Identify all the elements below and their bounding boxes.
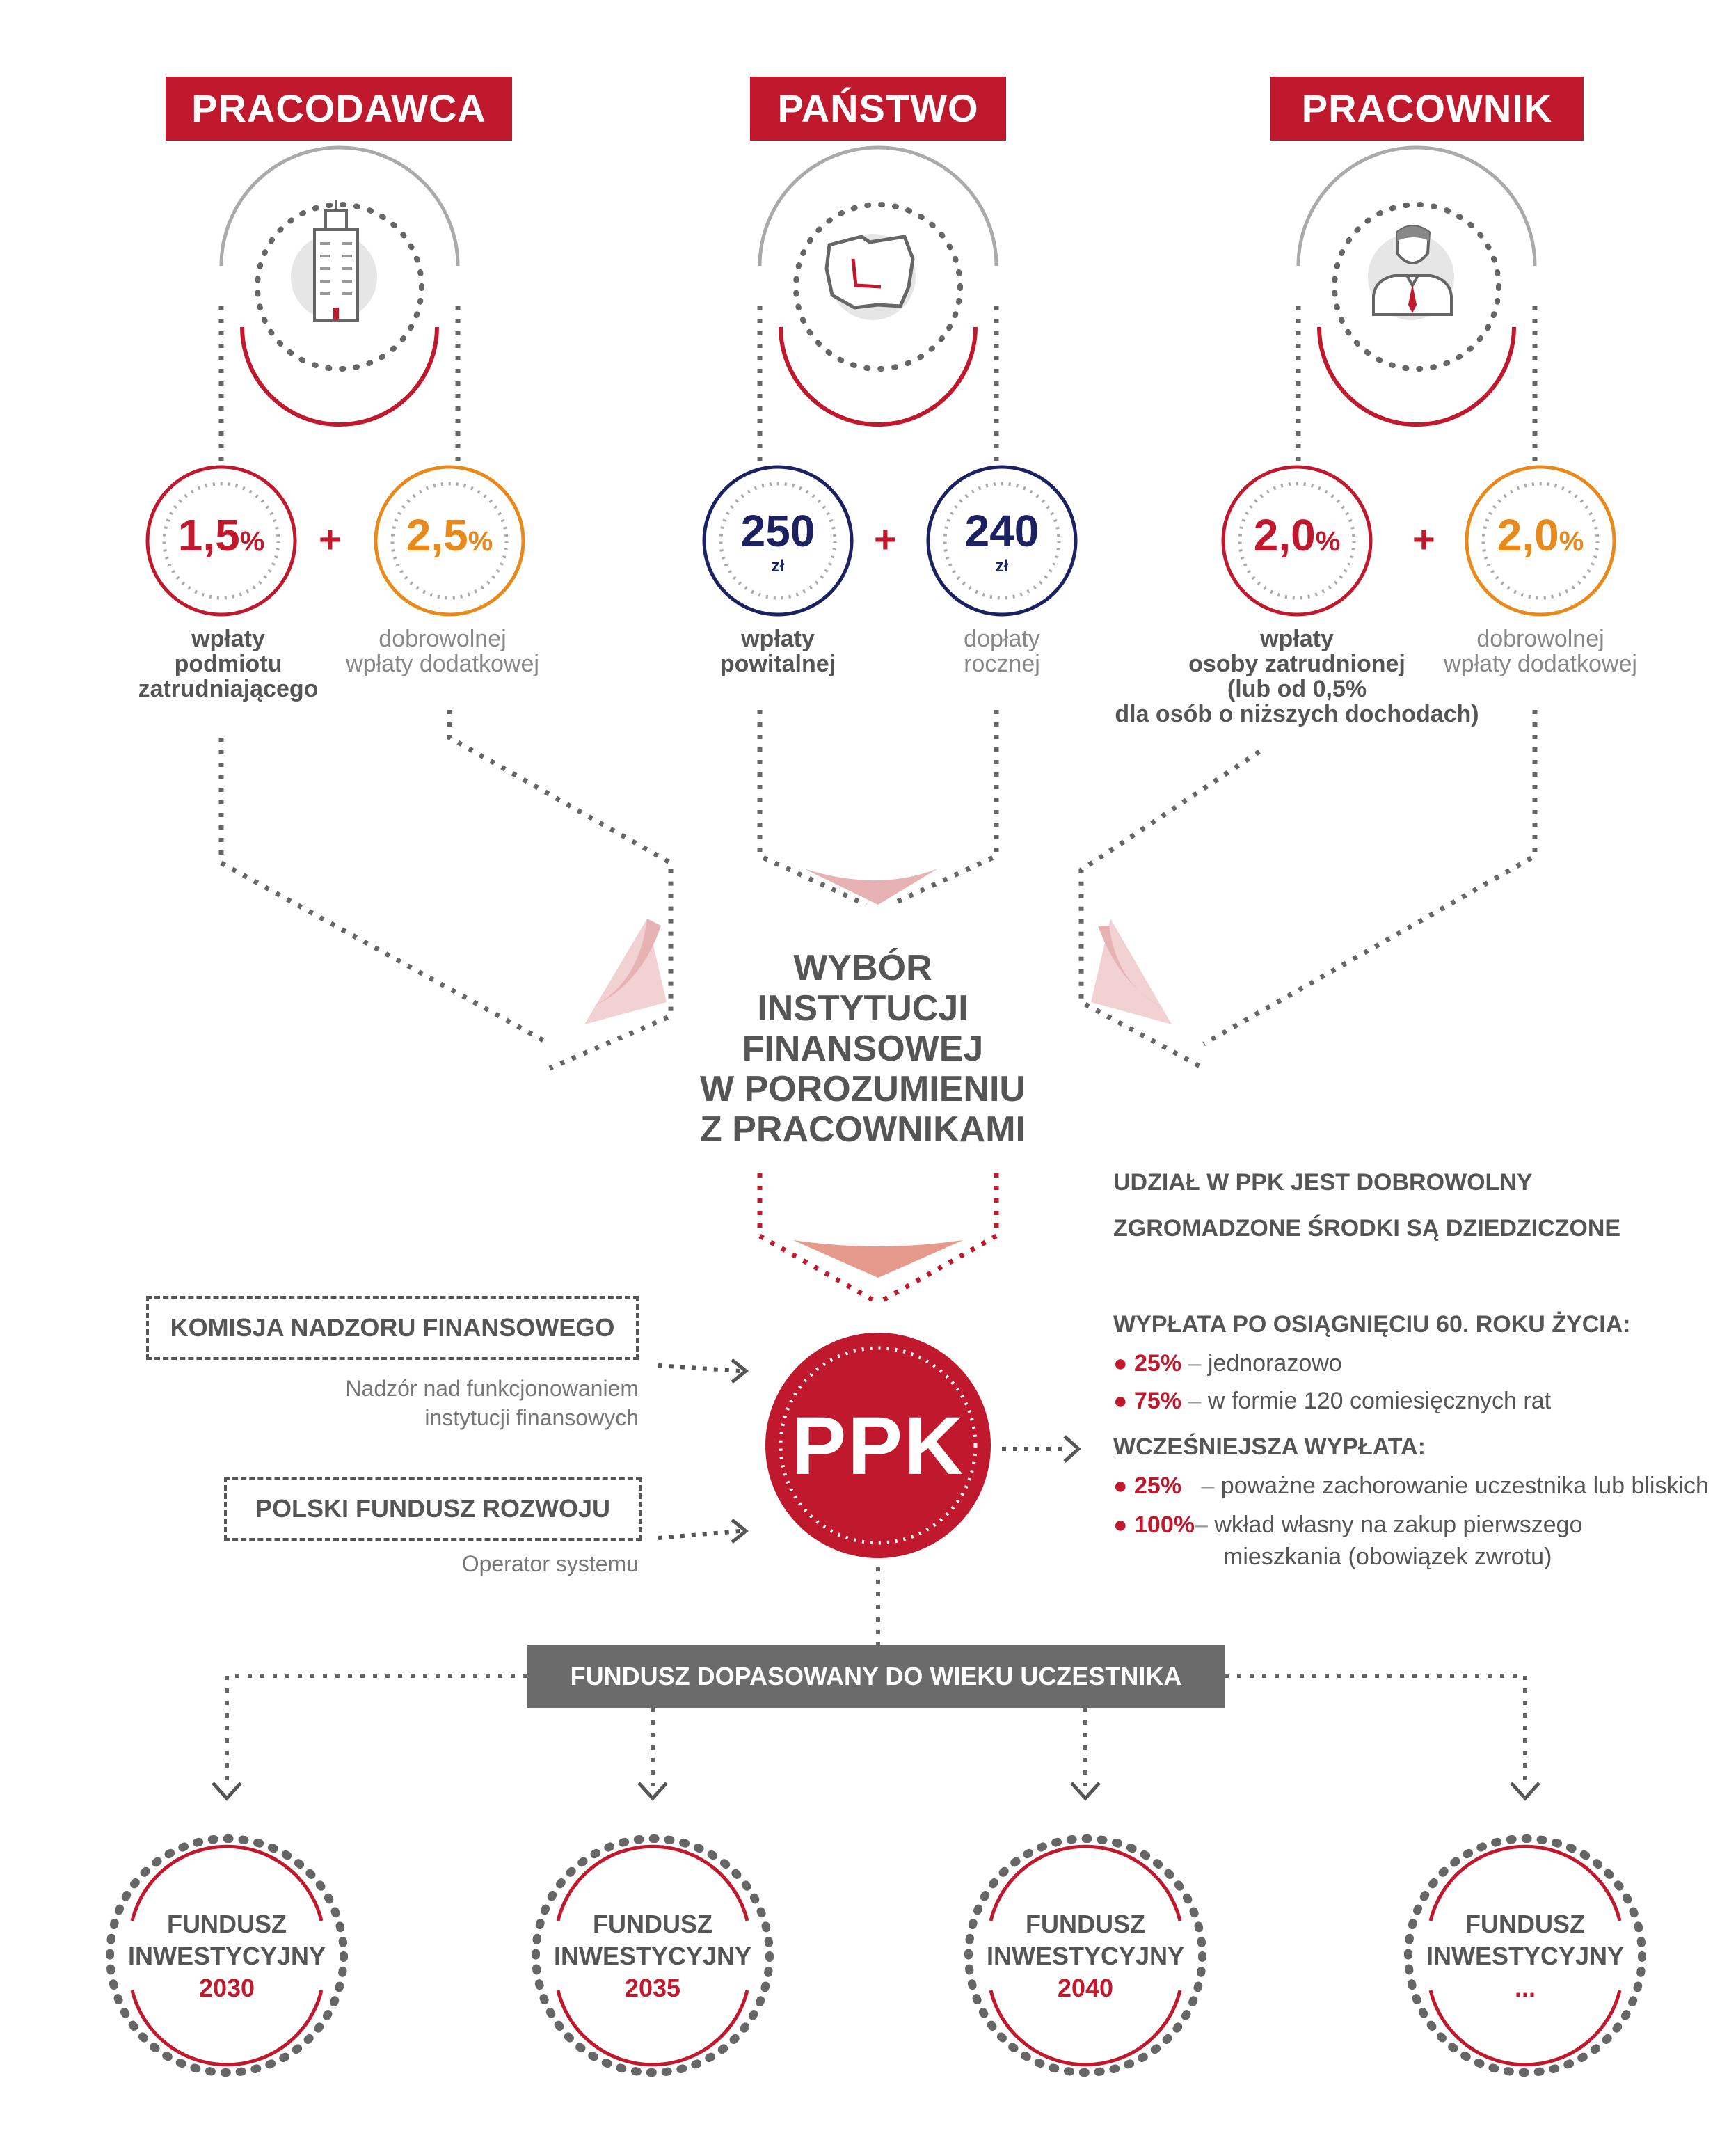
fund-arrowheads — [213, 1783, 1539, 1798]
label-panstwo-annual: dopłaty rocznej — [964, 626, 1040, 677]
pfr-box: POLSKI FUNDUSZ ROZWOJU — [224, 1477, 642, 1541]
value-panstwo-annual: 240 — [964, 506, 1039, 556]
pracownik-icon-group — [1298, 148, 1535, 425]
value-panstwo-welcome-unit: zł — [771, 557, 785, 576]
plus-icon: + — [1412, 517, 1435, 561]
info-voluntary: UDZIAŁ W PPK JEST DOBROWOLNY — [1113, 1169, 1533, 1196]
plus-icon: + — [874, 517, 897, 561]
value-panstwo-annual-unit: zł — [995, 557, 1009, 576]
early-payout-item-continued: mieszkania (obowiązek zwrotu) — [1223, 1544, 1552, 1570]
value-pracodawca-obligatory: 1,5% — [177, 510, 265, 560]
plus-icon: + — [319, 517, 342, 561]
knf-box: KOMISJA NADZORU FINANSOWEGO — [146, 1296, 639, 1360]
header-panstwo: PAŃSTWO — [750, 77, 1006, 141]
fund-circles — [110, 1839, 1642, 2072]
wybor-instytucji-text: WYBÓR INSTYTUCJI FINANSOWEJ W POROZUMIENIU Z PRACOWNIKAMI — [700, 948, 1026, 1150]
value-pracownik-voluntary: 2,0% — [1497, 510, 1584, 560]
header-pracodawca: PRACODAWCA — [166, 77, 512, 141]
knf-description: Nadzór nad funkcjonowaniem instytucji finansowych — [345, 1376, 639, 1430]
fund-bar: FUNDUSZ DOPASOWANY DO WIEKU UCZESTNIKA — [527, 1645, 1225, 1708]
ppk-funnel — [760, 1173, 996, 1303]
fund-2035: FUNDUSZ INWESTYCYJNY 2035 — [553, 1910, 752, 2002]
early-payout-title: WCZEŚNIEJSZA WYPŁATA: — [1113, 1434, 1426, 1460]
poland-map-icon — [827, 237, 913, 308]
early-payout-item: ● 100%– wkład własny na zakup pierwszego — [1113, 1512, 1583, 1538]
label-pracownik-obligatory: wpłaty osoby zatrudnionej (lub od 0,5% dla osób o niższych dochodach) — [1115, 626, 1479, 727]
top-connectors — [221, 306, 1535, 473]
pracodawca-icon-group — [221, 148, 458, 425]
value-pracownik-obligatory: 2,0% — [1253, 510, 1341, 560]
fund-2030: FUNDUSZ INWESTYCYJNY 2030 — [127, 1910, 326, 2002]
label-pracodawca-voluntary: dobrowolnej wpłaty dodatkowej — [346, 626, 539, 677]
early-payout-item: ● 25% – poważne zachorowanie uczestnika lub bliskich — [1113, 1473, 1709, 1499]
label-pracodawca-obligatory: wpłaty podmiotu zatrudniającego — [138, 626, 319, 702]
fund-next: FUNDUSZ INWESTYCYJNY ... — [1426, 1910, 1625, 2002]
office-building-icon — [314, 200, 358, 320]
panstwo-icon-group — [760, 148, 996, 425]
value-panstwo-welcome: 250 — [740, 506, 815, 556]
ppk-label: PPK — [791, 1400, 965, 1492]
payout-item: ● 75% – w formie 120 comiesięcznych rat — [1113, 1388, 1552, 1414]
value-pracodawca-voluntary: 2,5% — [406, 510, 493, 560]
label-panstwo-welcome: wpłaty powitalnej — [719, 626, 836, 677]
label-pracownik-voluntary: dobrowolnej wpłaty dodatkowej — [1444, 626, 1637, 677]
header-pracownik: PRACOWNIK — [1270, 77, 1584, 141]
fund-2040: FUNDUSZ INWESTYCYJNY 2040 — [986, 1910, 1185, 2002]
pfr-description: Operator systemu — [461, 1551, 639, 1576]
info-inherited: ZGROMADZONE ŚRODKI SĄ DZIEDZICZONE — [1113, 1215, 1621, 1242]
chevron-down-icon — [793, 1240, 963, 1278]
payout-title: WYPŁATA PO OSIĄGNIĘCIU 60. ROKU ŻYCIA: — [1113, 1311, 1631, 1338]
payout-item: ● 25% – jednorazowo — [1113, 1350, 1342, 1377]
